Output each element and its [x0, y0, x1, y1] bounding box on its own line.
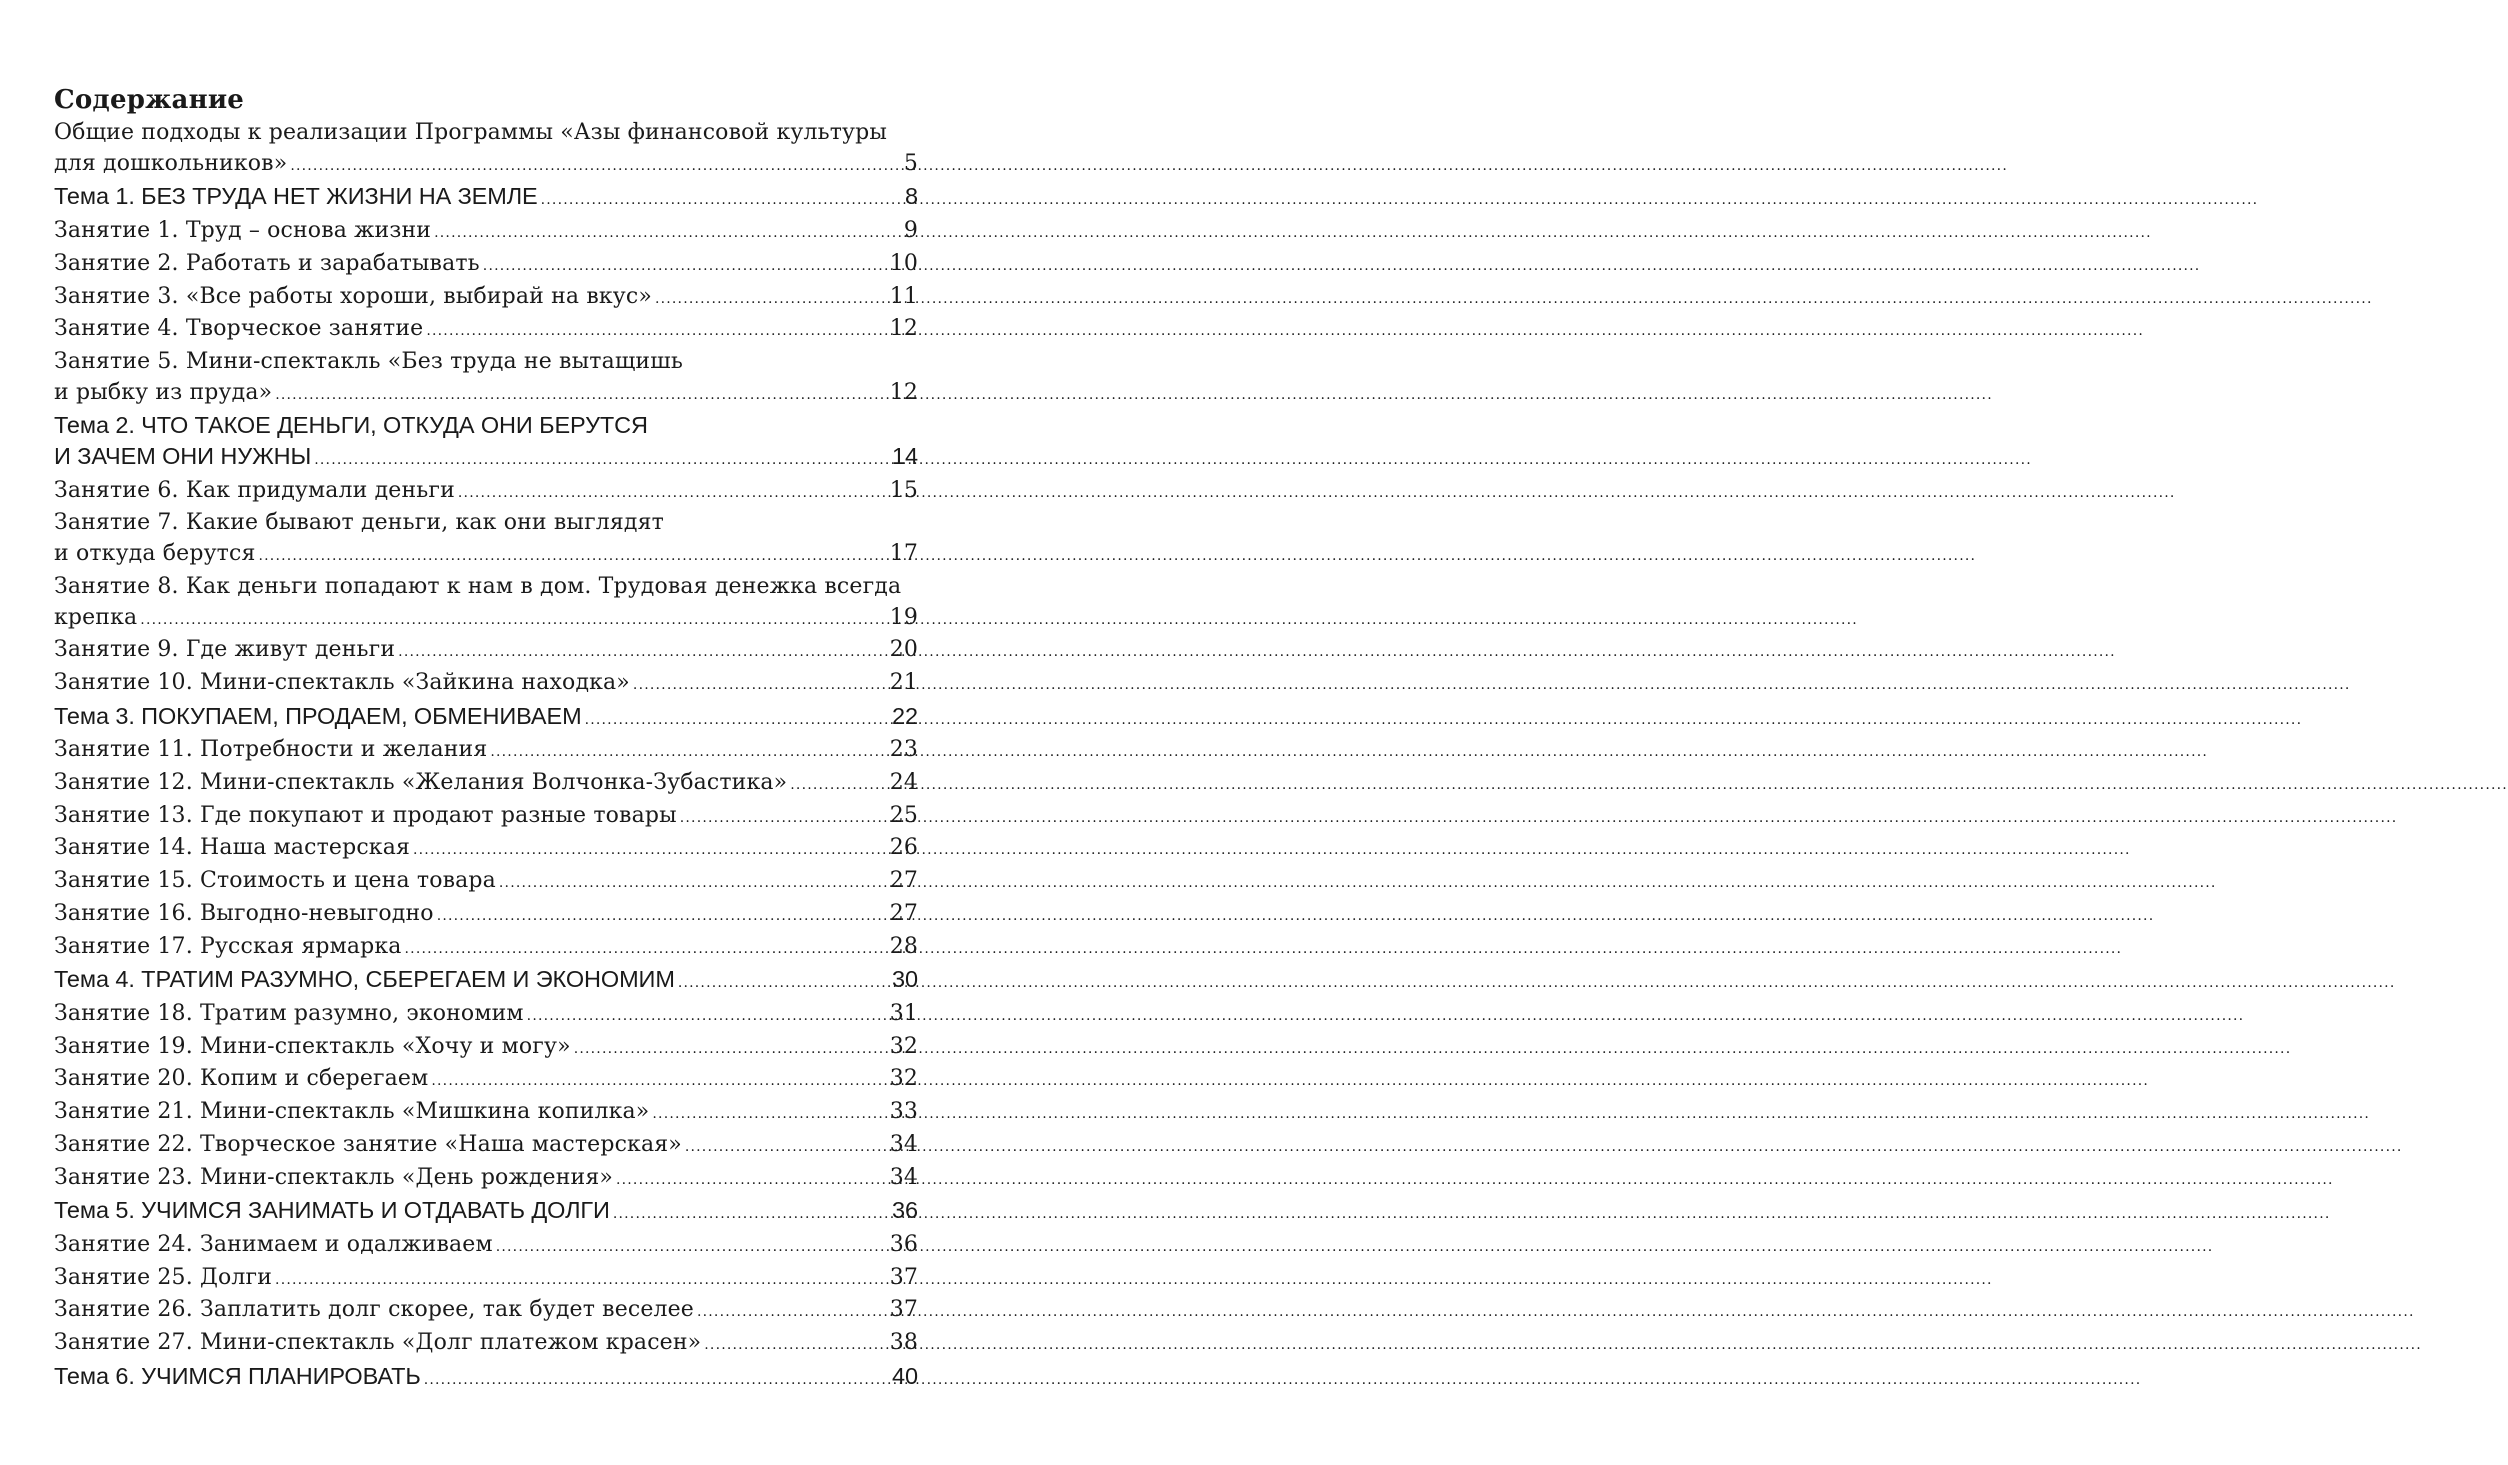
- toc-lesson-entry[interactable]: [54, 249, 918, 282]
- toc-page-number: 23: [889, 737, 918, 763]
- toc-lesson-entry[interactable]: [54, 1328, 918, 1361]
- toc-entry-title: Занятие 26. Заплатить долг скорее, так будет веселее: [54, 1297, 694, 1323]
- toc-lesson-entry[interactable]: [54, 999, 918, 1032]
- toc-entry-line: [54, 1130, 918, 1163]
- toc-entry-title: Занятие 23. Мини-спектакль «День рождения»: [54, 1164, 613, 1190]
- toc-intro-entry[interactable]: [54, 118, 918, 181]
- toc-entry-line: [54, 768, 918, 801]
- toc-entry-title-first-line: Тема 2. ЧТО ТАКОЕ ДЕНЬГИ, ОТКУДА ОНИ БЕРУТСЯ: [54, 412, 648, 439]
- dot-leader: [398, 637, 888, 668]
- toc-entry-title: Занятие 14. Наша мастерская: [54, 835, 410, 861]
- dot-leader: [490, 737, 887, 768]
- dot-leader: [434, 218, 902, 249]
- toc-page-number: 34: [889, 1131, 918, 1157]
- toc-lesson-entry[interactable]: [54, 1163, 918, 1196]
- dot-leader: [437, 901, 888, 932]
- toc-entry-title: для дошкольников»: [54, 150, 288, 176]
- toc-entry-title: Занятие 24. Занимаем и одалживаем: [54, 1231, 493, 1257]
- toc-entry-title: Занятие 22. Творческое занятие «Наша мастерская»: [54, 1131, 682, 1157]
- toc-lesson-entry[interactable]: [54, 347, 918, 410]
- dot-leader: [499, 868, 888, 899]
- dot-leader: [275, 1265, 888, 1296]
- toc-lesson-entry[interactable]: [54, 801, 918, 834]
- toc-entry-line: [54, 964, 918, 999]
- toc-entry-title: Занятие 10. Мини-спектакль «Зайкина находка»: [54, 669, 630, 695]
- toc-entry-line: [54, 635, 918, 668]
- toc-entry-line: [54, 314, 918, 347]
- toc-entry-title: Занятие 1. Труд – основа жизни: [54, 218, 432, 244]
- toc-page-number: 32: [889, 1033, 918, 1059]
- dot-leader: [458, 478, 888, 509]
- dot-leader: [585, 705, 890, 736]
- toc-entry-line: [54, 1328, 918, 1361]
- dot-leader: [616, 1165, 888, 1196]
- dot-leader: [633, 670, 888, 701]
- toc-page-number: 27: [889, 868, 918, 894]
- toc-lesson-entry[interactable]: [54, 572, 918, 635]
- toc-lesson-entry[interactable]: [54, 1130, 918, 1163]
- toc-page-number: 8: [905, 183, 918, 210]
- toc-entry-title: Тема 6. УЧИМСЯ ПЛАНИРОВАТЬ: [54, 1362, 421, 1389]
- toc-lesson-entry[interactable]: [54, 668, 918, 701]
- toc-page-number: 11: [889, 283, 918, 309]
- toc-entry-line: [54, 1230, 918, 1263]
- toc-entry-title: Тема 4. ТРАТИМ РАЗУМНО, СБЕРЕГАЕМ И ЭКОНОМИМ: [54, 966, 675, 993]
- dot-leader: [790, 770, 887, 801]
- dot-leader: [483, 251, 888, 282]
- toc-entry-line: [54, 282, 918, 315]
- toc-entry-line: [54, 999, 918, 1032]
- toc-entry-line: [54, 833, 918, 866]
- toc-list: [54, 118, 918, 1395]
- toc-page-number: 12: [889, 379, 918, 405]
- toc-topic-entry[interactable]: [54, 964, 918, 999]
- toc-entry-title: Занятие 17. Русская ярмарка: [54, 933, 402, 959]
- toc-lesson-entry[interactable]: [54, 476, 918, 509]
- toc-lesson-entry[interactable]: [54, 508, 918, 571]
- toc-entry-line: [54, 603, 918, 636]
- toc-entry-title: Занятие 18. Тратим разумно, экономим: [54, 1000, 524, 1026]
- dot-leader: [652, 1099, 887, 1130]
- toc-entry-title: Занятие 15. Стоимость и цена товара: [54, 868, 496, 894]
- toc-page-number: 10: [889, 250, 918, 276]
- toc-page-number: 32: [889, 1066, 918, 1092]
- toc-page-number: 21: [889, 669, 918, 695]
- toc-topic-entry[interactable]: [54, 1361, 918, 1396]
- toc-page-number: 33: [889, 1099, 918, 1125]
- toc-entry-title: Занятие 3. «Все работы хороши, выбирай на вкус»: [54, 283, 652, 309]
- toc-topic-entry[interactable]: [54, 701, 918, 736]
- toc-entry-title-first-line: Занятие 5. Мини-спектакль «Без труда не вытащишь: [54, 348, 683, 374]
- toc-page-number: 36: [892, 1197, 918, 1224]
- toc-lesson-entry[interactable]: [54, 1263, 918, 1296]
- dot-leader: [697, 1297, 888, 1328]
- toc-entry-line: [54, 1195, 918, 1230]
- toc-entry-line: [54, 932, 918, 965]
- dot-leader: [541, 185, 903, 216]
- toc-entry-title: Занятие 19. Мини-спектакль «Хочу и могу»: [54, 1033, 571, 1059]
- toc-lesson-entry[interactable]: [54, 1295, 918, 1328]
- dot-leader: [290, 151, 902, 182]
- toc-lesson-entry[interactable]: [54, 866, 918, 899]
- toc-page-number: 5: [903, 150, 918, 176]
- toc-entry-title: Занятие 16. Выгодно-невыгодно: [54, 900, 434, 926]
- toc-page-number: 12: [889, 316, 918, 342]
- dot-leader: [275, 380, 888, 411]
- toc-lesson-entry[interactable]: [54, 1064, 918, 1097]
- dot-leader: [680, 803, 888, 834]
- dot-leader: [655, 284, 888, 315]
- toc-title: Содержание: [54, 85, 245, 115]
- toc-page-number: 30: [892, 966, 918, 993]
- toc-page-number: 36: [889, 1231, 918, 1257]
- toc-lesson-entry[interactable]: [54, 833, 918, 866]
- toc-lesson-entry[interactable]: [54, 216, 918, 249]
- toc-page-number: 20: [889, 637, 918, 663]
- toc-entry-title: Занятие 4. Творческое занятие: [54, 316, 424, 342]
- toc-page-number: 26: [889, 835, 918, 861]
- toc-topic-entry[interactable]: [54, 181, 918, 216]
- toc-entry-line: [54, 1064, 918, 1097]
- toc-lesson-entry[interactable]: [54, 899, 918, 932]
- toc-entry-line: [54, 866, 918, 899]
- toc-entry-line: [54, 181, 918, 216]
- toc-entry-title: И ЗАЧЕМ ОНИ НУЖНЫ: [54, 443, 312, 470]
- toc-lesson-entry[interactable]: [54, 1032, 918, 1065]
- toc-entry-title: Занятие 6. Как придумали деньги: [54, 477, 455, 503]
- toc-entry-title: Занятие 2. Работать и зарабатывать: [54, 250, 480, 276]
- toc-entry-title: Занятие 11. Потребности и желания: [54, 737, 488, 763]
- dot-leader: [496, 1232, 888, 1263]
- toc-page-number: 34: [889, 1164, 918, 1190]
- dot-leader: [426, 316, 887, 347]
- toc-page: [54, 82, 918, 1395]
- toc-entry-title-first-line: Общие подходы к реализации Программы «Азы финансовой культуры: [54, 120, 888, 145]
- toc-page-number: 27: [889, 900, 918, 926]
- dot-leader: [314, 445, 890, 476]
- toc-page-number: 19: [889, 604, 918, 630]
- toc-entry-title: Занятие 27. Мини-спектакль «Долг платежом красен»: [54, 1330, 702, 1356]
- toc-entry-line: [54, 1032, 918, 1065]
- toc-entry-title: Тема 3. ПОКУПАЕМ, ПРОДАЕМ, ОБМЕНИВАЕМ: [54, 702, 582, 729]
- toc-entry-title: и рыбку из пруда»: [54, 379, 273, 405]
- toc-lesson-entry[interactable]: [54, 1097, 918, 1130]
- toc-entry-line: [54, 899, 918, 932]
- toc-page-number: 17: [889, 541, 918, 567]
- toc-entry-title: и откуда берутся: [54, 541, 256, 567]
- toc-topic-entry[interactable]: [54, 410, 918, 475]
- toc-lesson-entry[interactable]: [54, 1230, 918, 1263]
- dot-leader: [413, 835, 888, 866]
- toc-entry-title: Тема 5. УЧИМСЯ ЗАНИМАТЬ И ОТДАВАТЬ ДОЛГИ: [54, 1197, 610, 1224]
- toc-entry-line: [54, 149, 918, 182]
- toc-entry-title-first-line: Занятие 8. Как деньги попадают к нам в дом. Трудовая денежка всегда: [54, 573, 902, 599]
- toc-entry-line: [54, 1263, 918, 1296]
- dot-leader: [424, 1365, 890, 1396]
- toc-entry-line: [54, 735, 918, 768]
- toc-entry-title: Занятие 9. Где живут деньги: [54, 637, 396, 663]
- toc-lesson-entry[interactable]: [54, 314, 918, 347]
- toc-page-number: 24: [889, 770, 918, 796]
- toc-entry-title: Занятие 20. Копим и сберегаем: [54, 1066, 429, 1092]
- dot-leader: [431, 1066, 887, 1097]
- toc-entry-title: Занятие 13. Где покупают и продают разные товары: [54, 802, 677, 828]
- toc-lesson-entry[interactable]: [54, 282, 918, 315]
- toc-page-number: 25: [889, 802, 918, 828]
- toc-topic-entry[interactable]: [54, 1195, 918, 1230]
- toc-page-number: 40: [892, 1362, 918, 1389]
- toc-entry-line: [54, 216, 918, 249]
- toc-page-number: 22: [892, 702, 918, 729]
- toc-entry-title: Тема 1. БЕЗ ТРУДА НЕТ ЖИЗНИ НА ЗЕМЛЕ: [54, 183, 538, 210]
- dot-leader: [678, 968, 890, 999]
- toc-entry-line: [54, 539, 918, 572]
- toc-entry-title: Занятие 25. Долги: [54, 1264, 273, 1290]
- toc-lesson-entry[interactable]: [54, 635, 918, 668]
- toc-page-number: 9: [903, 218, 918, 244]
- dot-leader: [704, 1330, 887, 1361]
- toc-entry-title-first-line: Занятие 7. Какие бывают деньги, как они выглядят: [54, 510, 664, 536]
- toc-entry-line: [54, 1361, 918, 1396]
- toc-page-number: 31: [889, 1000, 918, 1026]
- toc-page-number: 15: [889, 477, 918, 503]
- toc-entry-line: [54, 801, 918, 834]
- toc-entry-line: [54, 1163, 918, 1196]
- toc-page-number: 37: [889, 1297, 918, 1323]
- toc-entry-line: [54, 1097, 918, 1130]
- toc-page-number: 14: [892, 443, 918, 470]
- toc-lesson-entry[interactable]: [54, 735, 918, 768]
- toc-entry-line: [54, 668, 918, 701]
- toc-page-number: 38: [889, 1330, 918, 1356]
- toc-entry-title: Занятие 21. Мини-спектакль «Мишкина копилка»: [54, 1099, 650, 1125]
- toc-lesson-entry[interactable]: [54, 768, 918, 801]
- toc-entry-line: [54, 701, 918, 736]
- dot-leader: [613, 1199, 890, 1230]
- toc-entry-line: [54, 441, 918, 476]
- toc-page-number: 28: [889, 933, 918, 959]
- toc-entry-line: [54, 249, 918, 282]
- dot-leader: [574, 1034, 888, 1065]
- dot-leader: [259, 541, 888, 572]
- toc-entry-title: Занятие 12. Мини-спектакль «Желания Волчонка-Зубастика»: [54, 770, 788, 796]
- toc-entry-line: [54, 476, 918, 509]
- toc-entry-title: крепка: [54, 604, 138, 630]
- toc-entry-line: [54, 378, 918, 411]
- toc-entry-line: [54, 1295, 918, 1328]
- dot-leader: [405, 934, 888, 965]
- dot-leader: [527, 1001, 888, 1032]
- dot-leader: [140, 605, 887, 636]
- toc-page-number: 37: [889, 1264, 918, 1290]
- toc-lesson-entry[interactable]: [54, 932, 918, 965]
- dot-leader: [685, 1132, 888, 1163]
